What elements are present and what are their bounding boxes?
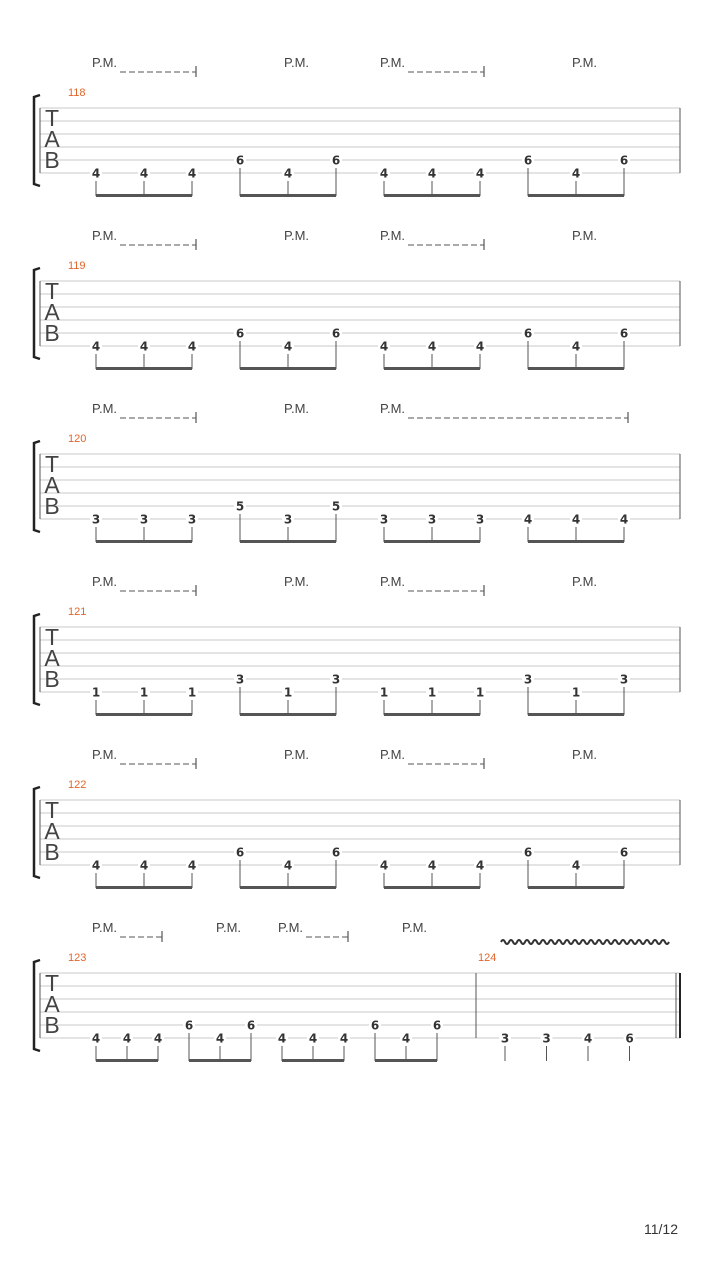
note-beam [96, 367, 192, 370]
bar-number: 121 [68, 606, 87, 618]
fret-number: 4 [283, 166, 293, 181]
fret-number: 6 [370, 1018, 380, 1033]
palm-mute-label: P.M. [380, 574, 406, 589]
fret-number: 6 [246, 1018, 256, 1033]
fret-number: 4 [187, 339, 197, 354]
fret-number: 4 [379, 339, 389, 354]
fret-number: 3 [235, 672, 245, 687]
fret-number: 4 [91, 1031, 101, 1046]
palm-mute-label: P.M. [380, 55, 406, 70]
palm-mute-label: P.M. [92, 55, 118, 70]
fret-number: 6 [619, 326, 629, 341]
fret-number: 6 [184, 1018, 194, 1033]
palm-mute-label: P.M. [92, 401, 118, 416]
fret-number: 4 [571, 166, 581, 181]
fret-number: 3 [187, 512, 197, 527]
fret-number: 4 [401, 1031, 411, 1046]
fret-number: 4 [153, 1031, 163, 1046]
fret-number: 4 [283, 339, 293, 354]
fret-number: 1 [475, 685, 485, 700]
note-beam [375, 1059, 437, 1062]
fret-number: 4 [475, 166, 485, 181]
tab-clef-letter: B [44, 666, 60, 692]
fret-number: 4 [277, 1031, 287, 1046]
palm-mute-label: P.M. [402, 920, 428, 935]
note-beam [384, 713, 480, 716]
fret-number: 4 [571, 339, 581, 354]
note-beam [240, 713, 336, 716]
measure [68, 55, 680, 197]
tab-system [34, 920, 680, 1062]
fret-number: 4 [427, 339, 437, 354]
measure [68, 401, 680, 543]
tab-clef-letter: T [44, 970, 60, 996]
fret-number: 4 [91, 858, 101, 873]
note-beam [384, 886, 480, 889]
fret-number: 5 [235, 499, 245, 514]
fret-number: 4 [427, 166, 437, 181]
fret-number: 6 [523, 326, 533, 341]
tab-clef-letter: B [44, 320, 60, 346]
bar-number: 122 [68, 779, 87, 791]
tab-clef-letter: A [44, 991, 60, 1017]
tab-clef-letter: B [44, 1012, 60, 1038]
system-bracket [34, 268, 40, 359]
fret-number: 6 [235, 845, 245, 860]
fret-number: 6 [523, 153, 533, 168]
note-beam [282, 1059, 344, 1062]
fret-number: 4 [283, 858, 293, 873]
tab-clef-letter: T [44, 451, 60, 477]
palm-mute-label: P.M. [278, 920, 304, 935]
fret-number: 6 [331, 326, 341, 341]
fret-number: 1 [91, 685, 101, 700]
bar-number: 123 [68, 952, 87, 964]
measure [68, 228, 680, 370]
note-beam [384, 194, 480, 197]
fret-number: 4 [571, 512, 581, 527]
bar-number: 124 [478, 952, 497, 964]
bar-number: 119 [68, 260, 86, 272]
fret-number: 6 [432, 1018, 442, 1033]
note-beam [240, 886, 336, 889]
fret-number: 4 [571, 858, 581, 873]
tab-system [34, 228, 680, 370]
palm-mute-label: P.M. [284, 55, 310, 70]
tab-clef-letter: B [44, 839, 60, 865]
tab-clef-letter: T [44, 278, 60, 304]
bar-number: 118 [68, 87, 86, 99]
note-beam [528, 540, 624, 543]
tab-system [34, 747, 680, 889]
tab-clef-letter: A [44, 126, 60, 152]
fret-number: 6 [331, 153, 341, 168]
tab-clef-letter: A [44, 299, 60, 325]
fret-number: 4 [139, 166, 149, 181]
fret-number: 4 [339, 1031, 349, 1046]
palm-mute-label: P.M. [380, 228, 406, 243]
note-beam [240, 194, 336, 197]
note-beam [96, 886, 192, 889]
fret-number: 6 [331, 845, 341, 860]
palm-mute-label: P.M. [92, 920, 118, 935]
fret-number: 4 [379, 858, 389, 873]
measure [68, 920, 476, 1062]
palm-mute-label: P.M. [572, 574, 598, 589]
tab-clef-letter: B [44, 147, 60, 173]
palm-mute-label: P.M. [380, 747, 406, 762]
palm-mute-label: P.M. [572, 55, 598, 70]
fret-number: 4 [122, 1031, 132, 1046]
palm-mute-label: P.M. [380, 401, 406, 416]
palm-mute-label: P.M. [284, 228, 310, 243]
fret-number: 3 [619, 672, 629, 687]
fret-number: 6 [235, 153, 245, 168]
fret-number: 6 [523, 845, 533, 860]
fret-number: 4 [187, 166, 197, 181]
fret-number: 3 [379, 512, 389, 527]
measure [68, 747, 680, 889]
measure [478, 940, 680, 1061]
tab-system [34, 401, 680, 543]
palm-mute-label: P.M. [216, 920, 242, 935]
fret-number: 3 [283, 512, 293, 527]
palm-mute-label: P.M. [284, 401, 310, 416]
note-beam [528, 713, 624, 716]
fret-number: 4 [427, 858, 437, 873]
note-beam [189, 1059, 251, 1062]
fret-number: 3 [91, 512, 101, 527]
note-beam [384, 540, 480, 543]
fret-number: 4 [215, 1031, 225, 1046]
fret-number: 1 [571, 685, 581, 700]
palm-mute-label: P.M. [92, 747, 118, 762]
fret-number: 3 [542, 1031, 551, 1046]
fret-number: 5 [331, 499, 341, 514]
tab-clef-letter: T [44, 624, 60, 650]
fret-number: 1 [139, 685, 149, 700]
palm-mute-label: P.M. [572, 228, 598, 243]
fret-number: 4 [91, 166, 101, 181]
system-bracket [34, 614, 40, 705]
system-bracket [34, 441, 40, 532]
fret-number: 6 [625, 1031, 634, 1046]
note-beam [96, 194, 192, 197]
fret-number: 4 [139, 339, 149, 354]
fret-number: 6 [235, 326, 245, 341]
fret-number: 4 [379, 166, 389, 181]
fret-number: 1 [379, 685, 389, 700]
palm-mute-label: P.M. [92, 228, 118, 243]
tab-clef-letter: A [44, 818, 60, 844]
measure [68, 574, 680, 716]
note-beam [240, 367, 336, 370]
palm-mute-label: P.M. [284, 747, 310, 762]
fret-number: 3 [427, 512, 437, 527]
bar-number: 120 [68, 433, 87, 445]
system-bracket [34, 960, 40, 1051]
note-beam [528, 194, 624, 197]
note-beam [384, 367, 480, 370]
note-beam [96, 713, 192, 716]
fret-number: 4 [308, 1031, 318, 1046]
palm-mute-label: P.M. [92, 574, 118, 589]
page-number: 11/12 [644, 1221, 678, 1237]
note-beam [528, 367, 624, 370]
fret-number: 4 [187, 858, 197, 873]
tab-clef-letter: T [44, 105, 60, 131]
fret-number: 1 [187, 685, 197, 700]
fret-number: 4 [583, 1031, 593, 1046]
palm-mute-label: P.M. [284, 574, 310, 589]
palm-mute-label: P.M. [572, 747, 598, 762]
tab-clef-letter: T [44, 797, 60, 823]
fret-number: 4 [475, 858, 485, 873]
fret-number: 6 [619, 153, 629, 168]
fret-number: 6 [619, 845, 629, 860]
tab-system [34, 574, 680, 716]
fret-number: 4 [475, 339, 485, 354]
fret-number: 3 [331, 672, 341, 687]
tab-clef-letter: A [44, 645, 60, 671]
tab-clef-letter: A [44, 472, 60, 498]
tab-system [34, 55, 680, 197]
fret-number: 4 [619, 512, 629, 527]
note-beam [240, 540, 336, 543]
fret-number: 4 [139, 858, 149, 873]
vibrato-line [501, 940, 669, 944]
fret-number: 3 [500, 1031, 510, 1046]
fret-number: 1 [283, 685, 293, 700]
tab-clef-letter: B [44, 493, 60, 519]
system-bracket [34, 95, 40, 186]
fret-number: 4 [523, 512, 533, 527]
fret-number: 1 [427, 685, 437, 700]
fret-number: 3 [139, 512, 149, 527]
fret-number: 4 [91, 339, 101, 354]
note-beam [96, 540, 192, 543]
note-beam [96, 1059, 158, 1062]
fret-number: 3 [523, 672, 533, 687]
fret-number: 3 [475, 512, 485, 527]
system-bracket [34, 787, 40, 878]
note-beam [528, 886, 624, 889]
